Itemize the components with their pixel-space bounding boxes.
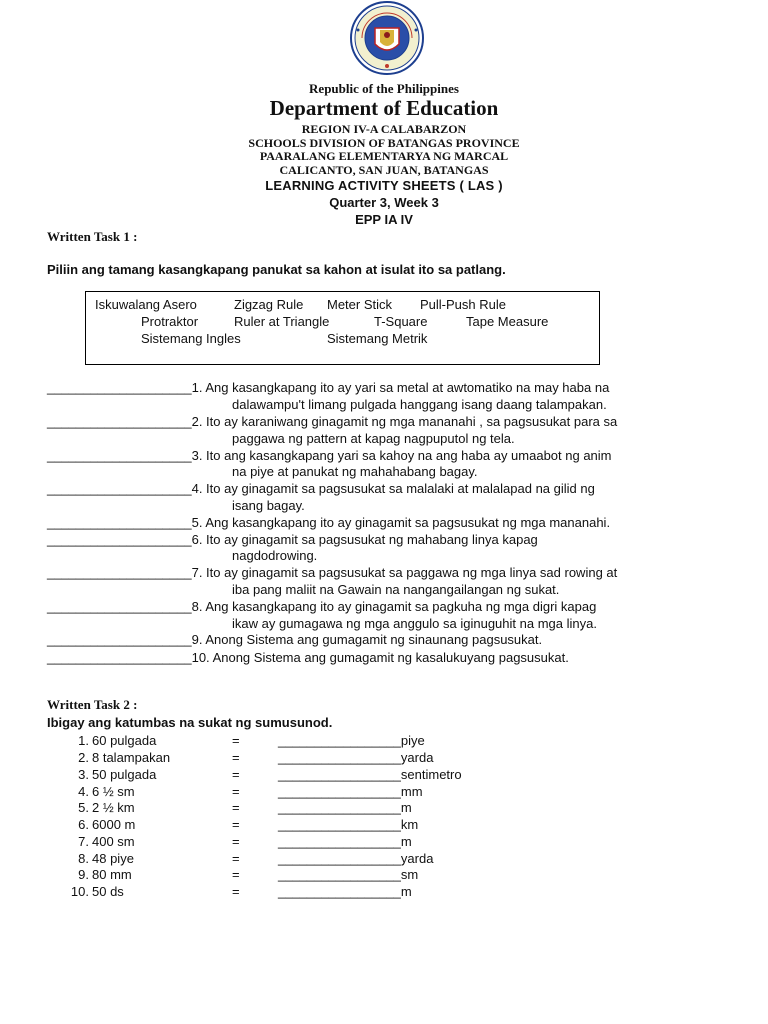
word-bank-item: T-Square — [374, 314, 428, 329]
task2-item-number: 5. — [78, 800, 89, 815]
equals-sign: = — [232, 800, 240, 815]
word-bank-item: Tape Measure — [466, 314, 549, 329]
task2-item-number: 6. — [78, 817, 89, 832]
task2-answer-blank: _________________m — [278, 800, 412, 815]
task2-item-measure: 6000 m — [92, 817, 136, 832]
task1-item: ____________________4. Ito ay ginagamit sa pagsusukat sa malalaki at malalapad na gilid ng — [47, 481, 595, 496]
republic-heading: Republic of the Philippines — [309, 81, 459, 96]
task1-item-continuation: nagdodrowing. — [232, 548, 318, 563]
task2-answer-blank: _________________km — [278, 817, 419, 832]
written-task-1-title: Written Task 1 : — [47, 229, 138, 244]
task2-item-measure: 48 piye — [92, 851, 134, 866]
task2-answer-blank: _________________mm — [278, 784, 423, 799]
word-bank-item: Ruler at Triangle — [234, 314, 330, 329]
subject-heading: EPP IA IV — [355, 212, 413, 227]
equals-sign: = — [232, 884, 240, 899]
task2-answer-blank: _________________sentimetro — [278, 767, 462, 782]
quarter-heading: Quarter 3, Week 3 — [329, 195, 439, 210]
task1-item: ____________________5. Ang kasangkapang ito ay ginagamit sa pagsusukat ng mga mananahi. — [47, 515, 611, 530]
word-bank-item: Zigzag Rule — [234, 297, 304, 312]
task2-answer-blank: _________________yarda — [278, 750, 434, 765]
task2-answer-blank: _________________piye — [278, 733, 425, 748]
task2-item-measure: 8 talampakan — [92, 750, 171, 765]
task2-item-number: 8. — [78, 851, 89, 866]
written-task-1-instruction: Piliin ang tamang kasangkapang panukat sa kahon at isulat ito sa patlang. — [47, 262, 506, 277]
task2-item-measure: 60 pulgada — [92, 733, 157, 748]
deped-seal-graphic — [342, 0, 432, 76]
task1-item-continuation: paggawa ng pattern at kapag nagpuputol ng tela. — [232, 431, 515, 446]
task2-item-number: 7. — [78, 834, 89, 849]
equals-sign: = — [232, 750, 240, 765]
task1-item-continuation: ikaw ay gumagawa ng mga anggulo sa iginuguhit na mga linya. — [232, 616, 597, 631]
equals-sign: = — [232, 733, 240, 748]
las-title: LEARNING ACTIVITY SHEETS ( LAS ) — [265, 178, 503, 193]
written-task-2-title: Written Task 2 : — [47, 697, 138, 712]
written-task-2-instruction: Ibigay ang katumbas na sukat ng sumusunod. — [47, 715, 333, 730]
task1-item-continuation: iba pang maliit na Gawain na nangangailangan ng sukat. — [232, 582, 560, 597]
word-bank-item: Protraktor — [141, 314, 199, 329]
task1-item-continuation: dalawampu't limang pulgada hanggang isang daang talampakan. — [232, 397, 607, 412]
task1-item: ____________________3. Ito ang kasangkapang yari sa kahoy na ang haba ay umaabot ng anim — [47, 448, 612, 463]
task1-item: ____________________6. Ito ay ginagamit sa pagsusukat ng mahabang linya kapag — [47, 532, 538, 547]
task1-item-continuation: isang bagay. — [232, 498, 305, 513]
task2-item-number: 4. — [78, 784, 89, 799]
word-bank-item: Meter Stick — [327, 297, 393, 312]
task2-item-number: 2. — [78, 750, 89, 765]
equals-sign: = — [232, 851, 240, 866]
task2-item-number: 10. — [70, 884, 89, 899]
task2-item-measure: 80 mm — [92, 867, 132, 882]
task1-item: ____________________2. Ito ay karaniwang ginagamit ng mga mananahi , sa pagsusukat para sa — [47, 414, 618, 429]
task2-item-measure: 50 pulgada — [92, 767, 157, 782]
equals-sign: = — [232, 817, 240, 832]
task2-item-number: 1. — [78, 733, 89, 748]
task2-item-number: 3. — [78, 767, 89, 782]
region-heading: REGION IV-A CALABARZON — [301, 122, 467, 136]
equals-sign: = — [232, 867, 240, 882]
task1-item: ____________________9. Anong Sistema ang gumagamit ng sinaunang pagsusukat. — [47, 632, 543, 647]
address-heading: CALICANTO, SAN JUAN, BATANGAS — [279, 163, 489, 177]
word-bank-item: Iskuwalang Asero — [95, 297, 197, 312]
equals-sign: = — [232, 784, 240, 799]
task1-item: ____________________10. Anong Sistema ang gumagamit ng kasalukuyang pagsusukat. — [47, 650, 569, 665]
task2-answer-blank: _________________yarda — [278, 851, 434, 866]
task2-item-measure: 400 sm — [92, 834, 135, 849]
task1-item: ____________________7. Ito ay ginagamit sa pagsusukat sa paggawa ng mga linya sad rowing at — [47, 565, 618, 580]
school-heading: PAARALANG ELEMENTARYA NG MARCAL — [259, 149, 509, 163]
task1-item-continuation: na piye at panukat ng mahahabang bagay. — [232, 464, 478, 479]
department-heading: Department of Education — [269, 96, 499, 120]
task2-item-measure: 50 ds — [92, 884, 124, 899]
division-heading: SCHOOLS DIVISION OF BATANGAS PROVINCE — [248, 136, 520, 150]
task2-answer-blank: _________________sm — [278, 867, 419, 882]
word-bank-box — [85, 291, 600, 365]
task1-item: ____________________8. Ang kasangkapang ito ay ginagamit sa pagkuha ng mga digri kapag — [47, 599, 597, 614]
equals-sign: = — [232, 834, 240, 849]
task1-item: ____________________1. Ang kasangkapang ito ay yari sa metal at awtomatiko na may haba na — [47, 380, 610, 395]
task2-item-measure: 6 ½ sm — [92, 784, 135, 799]
word-bank-item: Sistemang Ingles — [141, 331, 241, 346]
task2-item-measure: 2 ½ km — [92, 800, 135, 815]
task2-answer-blank: _________________m — [278, 884, 412, 899]
deped-seal — [342, 0, 432, 76]
task2-answer-blank: _________________m — [278, 834, 412, 849]
equals-sign: = — [232, 767, 240, 782]
word-bank-item: Pull-Push Rule — [420, 297, 506, 312]
task2-item-number: 9. — [78, 867, 89, 882]
word-bank-item: Sistemang Metrik — [327, 331, 428, 346]
